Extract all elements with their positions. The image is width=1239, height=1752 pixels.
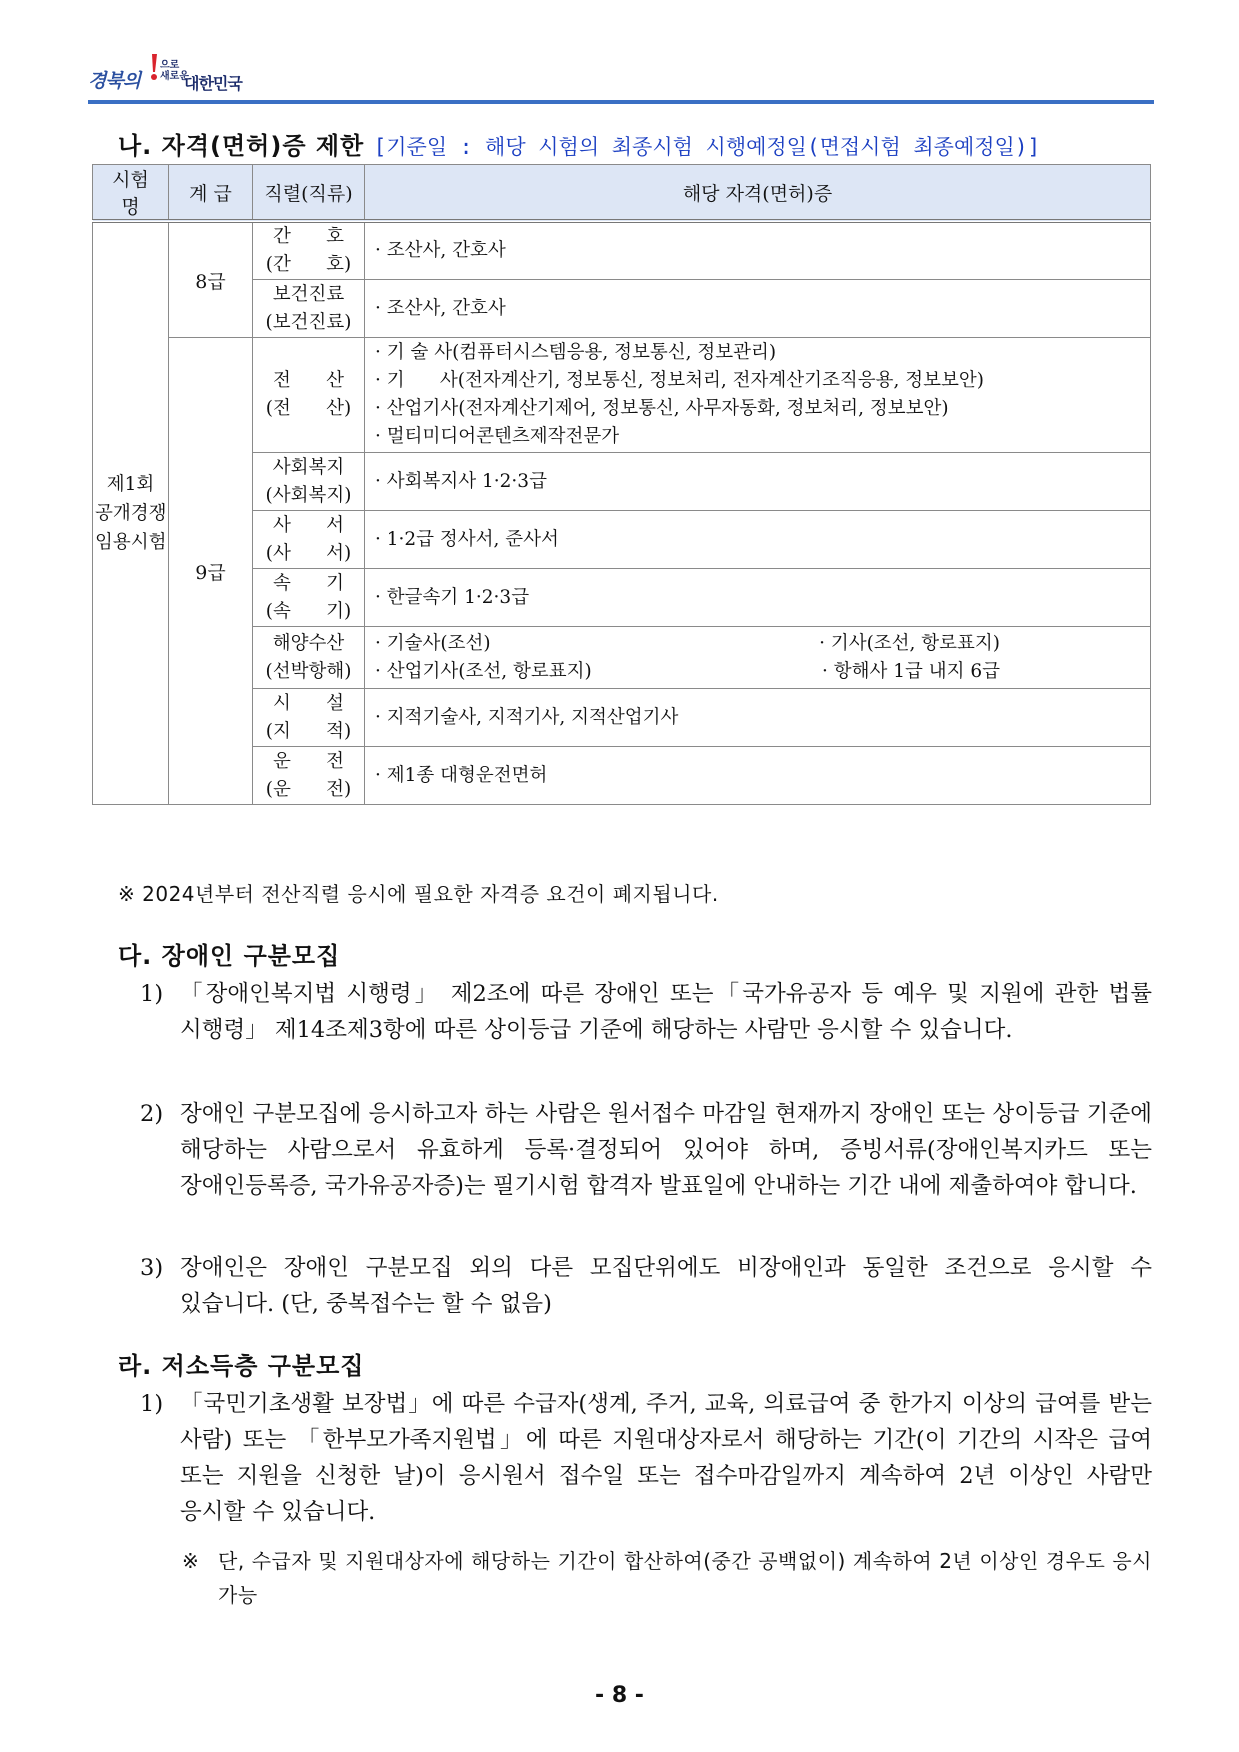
- list-item: 1) 「국민기초생활 보장법」에 따른 수급자(생계, 주거, 교육, 의료급여 중 한가지 이상의 급여를 받는 사람) 또는 「한부모가족지원법」에 따른 지원대상자로서 해당하는 기간(이 기간의 시작은 급여 또는 지원을 신청한 날)이 응시원서 접수일 또는 접수마감일까지 계속하여 2년 이상인 사람만 응시할 수 있습니다.: [140, 1391, 1152, 1525]
- header-license: 해당 자격(면허)증: [365, 165, 1151, 222]
- section-na-criteria-note: [기준일 : 해당 시험의 최종시험 시행예정일(면접시험 최종예정일)]: [373, 135, 1041, 159]
- table-row: [93, 221, 1151, 280]
- header-divider: [88, 100, 1154, 104]
- license-cell: · 1·2급 정사서, 준사서: [365, 511, 1151, 569]
- list-item: 1) 「장애인복지법 시행령」 제2조에 따른 장애인 또는「국가유공자 등 예우 및 지원에 관한 법률 시행령」 제14조제3항에 따른 상이등급 기준에 해당하는 사람만 응시할 수 있습니다.: [140, 981, 1152, 1043]
- logo-text-small: 으로 새로운: [160, 60, 189, 82]
- list-item: 2) 장애인 구분모집에 응시하고자 하는 사람은 원서접수 마감일 현재까지 장애인 또는 상이등급 기준에 해당하는 사람으로서 유효하게 등록·결정되어 있어야 하며, 증빙서류(장애인복지카드 또는 장애인등록증, 국가유공자증)는 필기시험 합격자 발표일에 안내하는 기간 내에 제출하여야 합니다.: [140, 1101, 1152, 1199]
- license-cell: · 한글속기 1·2·3급: [365, 569, 1151, 627]
- license-cell: · 제1종 대형운전면허: [365, 747, 1151, 805]
- position-cell: 속 기 (속 기): [253, 569, 365, 627]
- exam-name-cell: 제1회 공개경쟁 임용시험: [93, 221, 169, 805]
- header-grade: 계 급: [169, 165, 253, 222]
- table-header-row: [93, 165, 1151, 222]
- position-cell: 전 산 (전 산): [253, 338, 365, 453]
- license-cell: · 기술사(조선) · 기사(조선, 항로표지) · 산업기사(조선, 항로표지) · 항해사 1급 내지 6급: [365, 627, 1151, 689]
- logo-text-gyeongbuk: 경북의: [88, 70, 141, 92]
- table-footnote: ※ 2024년부터 전산직렬 응시에 필요한 자격증 요건이 폐지됩니다.: [118, 882, 719, 906]
- logo-text-nation: 대한민국: [184, 74, 242, 93]
- grade-8-cell: 8급: [169, 221, 253, 338]
- section-title-da: 다. 장애인 구분모집: [118, 942, 341, 970]
- license-cell: · 조산사, 간호사: [365, 280, 1151, 338]
- position-cell: 간 호 (간 호): [253, 221, 365, 280]
- table-row: [93, 338, 1151, 453]
- section-title-ra: 라. 저소득층 구분모집: [118, 1352, 365, 1380]
- position-cell: 사 서 (사 서): [253, 511, 365, 569]
- license-cell: · 사회복지사 1·2·3급: [365, 453, 1151, 511]
- license-cell: · 조산사, 간호사: [365, 221, 1151, 280]
- header-exam-name: 시험명: [93, 165, 169, 222]
- position-cell: 운 전 (운 전): [253, 747, 365, 805]
- position-cell: 사회복지 (사회복지): [253, 453, 365, 511]
- license-cell: · 기 술 사(컴퓨터시스템응용, 정보통신, 정보관리) · 기 사(전자계산기, 정보통신, 정보처리, 전자계산기조직응용, 정보보안) · 산업기사(전자계산기제어, 정보통신, 사무자동화, 정보처리, 정보보안) · 멀티미디어콘텐츠제작전문가: [365, 338, 1151, 453]
- header-logo: [88, 52, 328, 98]
- position-cell: 보건진료 (보건진료): [253, 280, 365, 338]
- position-cell: 시 설 (지 적): [253, 689, 365, 747]
- list-item: 3) 장애인은 장애인 구분모집 외의 다른 모집단위에도 비장애인과 동일한 조건으로 응시할 수 있습니다. (단, 중복접수는 할 수 없음): [140, 1255, 1152, 1317]
- header-position: 직렬(직류): [253, 165, 365, 222]
- page-number: - 8 -: [595, 1683, 644, 1708]
- section-title-na: 나. 자격(면허)증 제한 [기준일 : 해당 시험의 최종시험 시행예정일(면접시험 최종예정일)]: [118, 132, 1041, 160]
- position-cell: 해양수산 (선박항해): [253, 627, 365, 689]
- license-requirements-table: [92, 164, 1151, 805]
- grade-9-cell: 9급: [169, 338, 253, 805]
- license-cell: · 지적기술사, 지적기사, 지적산업기사: [365, 689, 1151, 747]
- sub-note: ※ 단, 수급자 및 지원대상자에 해당하는 기간이 합산하여(중간 공백없이) 계속하여 2년 이상인 경우도 응시 가능: [182, 1549, 1152, 1607]
